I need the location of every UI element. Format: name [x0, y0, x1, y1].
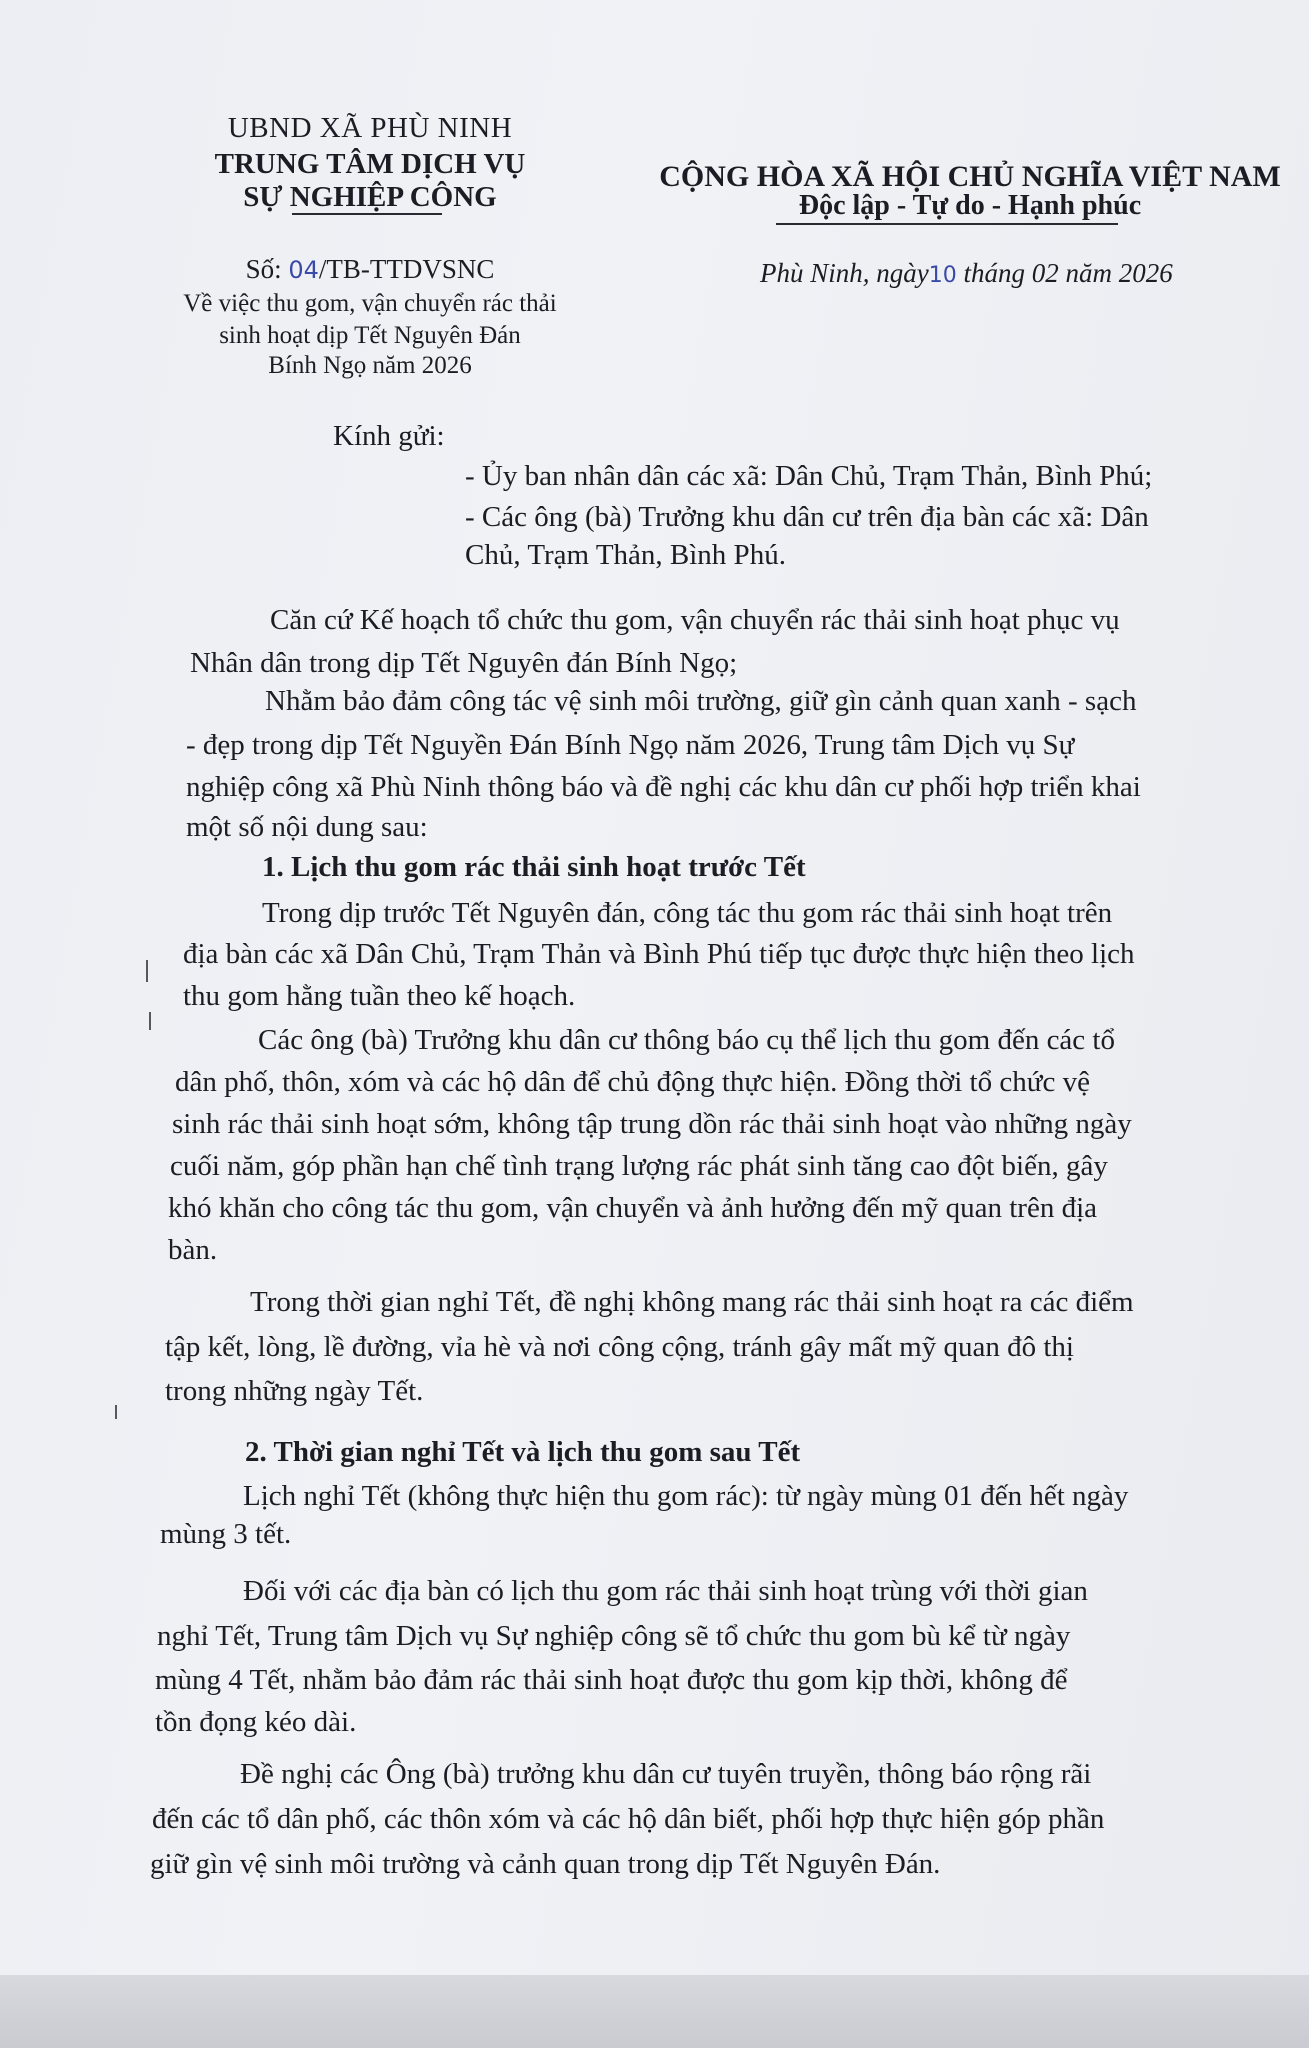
- doc-number-handwritten: 04: [288, 256, 319, 284]
- body-line: bàn.: [168, 1234, 218, 1266]
- body-line: dân phố, thôn, xóm và các hộ dân để chủ động thực hiện. Đồng thời tổ chức vệ: [175, 1066, 1090, 1098]
- recipient-line-1: - Ủy ban nhân dân các xã: Dân Chủ, Trạm Thản, Bình Phú;: [465, 460, 1153, 492]
- body-line: giữ gìn vệ sinh môi trường và cảnh quan trong dịp Tết Nguyên Đán.: [150, 1848, 941, 1880]
- section-heading-1: 1. Lịch thu gom rác thải sinh hoạt trước Tết: [262, 851, 806, 883]
- margin-mark: [149, 1012, 151, 1030]
- document-number: [150, 254, 590, 285]
- body-line: Nhằm bảo đảm công tác vệ sinh môi trường, giữ gìn cảnh quan xanh - sạch: [265, 685, 1137, 717]
- margin-mark: [115, 1405, 117, 1419]
- body-line: nghỉ Tết, Trung tâm Dịch vụ Sự nghiệp công sẽ tổ chức thu gom bù kể từ ngày: [157, 1620, 1071, 1652]
- margin-mark: [146, 960, 148, 982]
- national-motto: Độc lập - Tự do - Hạnh phúc: [798, 190, 1142, 221]
- doc-number-suffix: /TB-TTDVSNC: [318, 254, 495, 284]
- body-line: Trong dịp trước Tết Nguyên đán, công tác thu gom rác thải sinh hoạt trên: [262, 897, 1113, 929]
- date-prefix: Phù Ninh, ngày: [760, 258, 929, 288]
- body-line: Các ông (bà) Trưởng khu dân cư thông báo cụ thể lịch thu gom đến các tổ: [258, 1024, 1115, 1056]
- date-day-handwritten: 10: [928, 263, 957, 288]
- org-line-3: SỰ NGHIỆP CÔNG: [243, 181, 497, 213]
- org-line-1: UBND XÃ PHÙ NINH: [227, 112, 513, 144]
- body-line: Trong thời gian nghỉ Tết, đề nghị không mang rác thải sinh hoạt ra các điểm: [250, 1286, 1134, 1318]
- body-line: thu gom hằng tuần theo kế hoạch.: [183, 980, 576, 1012]
- body-line: đến các tổ dân phố, các thôn xóm và các hộ dân biết, phối hợp thực hiện góp phần: [152, 1803, 1105, 1835]
- body-line: Nhân dân trong dịp Tết Nguyên đán Bính Ngọ;: [190, 647, 738, 679]
- body-line: tập kết, lòng, lề đường, vỉa hè và nơi công cộng, tránh gây mất mỹ quan đô thị: [165, 1331, 1074, 1363]
- body-line: Đề nghị các Ông (bà) trưởng khu dân cư tuyên truyền, thông báo rộng rãi: [240, 1758, 1092, 1790]
- subject-line-2: sinh hoạt dịp Tết Nguyên Đán: [219, 322, 521, 349]
- page-bottom-edge: [0, 1975, 1309, 2048]
- date-suffix: tháng 02 năm 2026: [956, 258, 1173, 288]
- body-line: địa bàn các xã Dân Chủ, Trạm Thản và Bình Phú tiếp tục được thực hiện theo lịch: [183, 938, 1135, 970]
- doc-number-prefix: Số:: [245, 254, 289, 284]
- body-line: trong những ngày Tết.: [165, 1375, 424, 1407]
- body-line: khó khăn cho công tác thu gom, vận chuyển và ảnh hưởng đến mỹ quan trên địa: [168, 1192, 1098, 1224]
- body-line: Đối với các địa bàn có lịch thu gom rác thải sinh hoạt trùng với thời gian: [243, 1575, 1088, 1607]
- body-line: Lịch nghỉ Tết (không thực hiện thu gom rác): từ ngày mùng 01 đến hết ngày: [243, 1480, 1129, 1512]
- body-line: cuối năm, góp phần hạn chế tình trạng lượng rác phát sinh tăng cao đột biến, gây: [170, 1150, 1108, 1182]
- subject-line-3: Bính Ngọ năm 2026: [268, 352, 472, 379]
- subject-line-1: Về việc thu gom, vận chuyển rác thải: [183, 290, 557, 317]
- body-line: tồn đọng kéo dài.: [155, 1706, 357, 1738]
- date-line: [760, 258, 1173, 289]
- recipient-line-3: Chủ, Trạm Thản, Bình Phú.: [465, 539, 786, 571]
- body-line: nghiệp công xã Phù Ninh thông báo và đề nghị các khu dân cư phối hợp triển khai: [186, 771, 1141, 803]
- body-line: Căn cứ Kế hoạch tổ chức thu gom, vận chuyển rác thải sinh hoạt phục vụ: [270, 604, 1120, 636]
- section-heading-2: 2. Thời gian nghỉ Tết và lịch thu gom sau Tết: [245, 1436, 801, 1468]
- org-line-2: TRUNG TÂM DỊCH VỤ: [214, 148, 526, 180]
- org-underline: [292, 213, 442, 215]
- recipient-line-2: - Các ông (bà) Trưởng khu dân cư trên địa bàn các xã: Dân: [465, 501, 1149, 533]
- body-line: mùng 4 Tết, nhằm bảo đảm rác thải sinh hoạt được thu gom kịp thời, không để: [155, 1664, 1068, 1696]
- body-line: - đẹp trong dịp Tết Nguyền Đán Bính Ngọ năm 2026, Trung tâm Dịch vụ Sự: [186, 729, 1075, 761]
- body-line: sinh rác thải sinh hoạt sớm, không tập trung dồn rác thải sinh hoạt vào những ngày: [172, 1108, 1132, 1140]
- greeting: Kính gửi:: [333, 420, 445, 452]
- national-title: CỘNG HÒA XÃ HỘI CHỦ NGHĨA VIỆT NAM: [659, 160, 1281, 193]
- body-line: mùng 3 tết.: [160, 1518, 292, 1550]
- body-line: một số nội dung sau:: [186, 811, 428, 843]
- motto-underline: [776, 223, 1118, 225]
